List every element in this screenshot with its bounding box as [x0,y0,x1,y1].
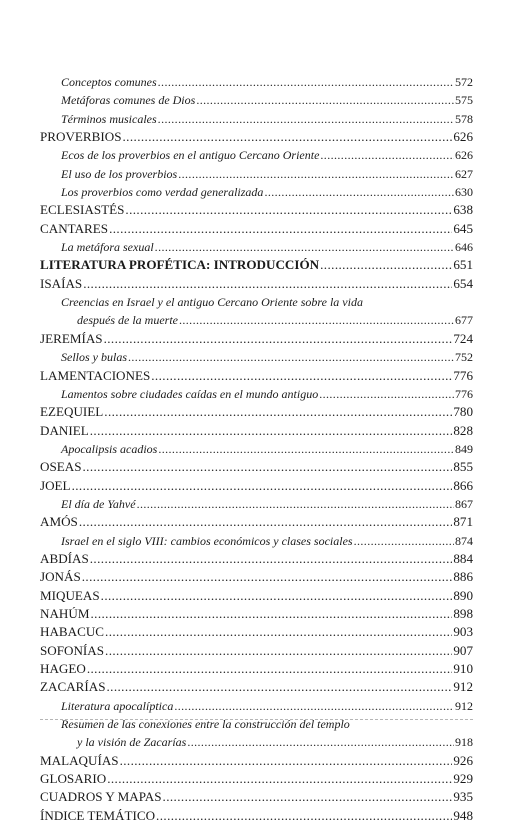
toc-entry-title: Términos musicales [61,111,157,126]
toc-entry [40,165,473,183]
toc-entry-title: MALAQUÍAS [40,752,119,768]
toc-entry-title: OSEAS [40,459,82,475]
toc-entry-title: NAHÚM [40,605,90,621]
toc-entry-page-number: 867 [455,496,473,511]
toc-entry-title: JONÁS [40,569,81,585]
dot-leader [104,330,453,348]
toc-entry-page-number: 626 [453,129,473,145]
toc-entry [40,678,473,696]
toc-entry-page-number: 935 [453,789,473,805]
toc-entry-page-number: 626 [455,148,473,163]
toc-entry-title: LITERATURA PROFÉTICA: INTRODUCCIÓN [40,257,320,273]
toc-entry-page-number: 849 [455,441,473,456]
dot-leader [79,513,453,531]
toc-entry-page-number: 654 [453,275,473,291]
toc-entry-title: SOFONÍAS [40,642,105,658]
toc-entry-title: ISAÍAS [40,275,83,291]
dot-leader [104,403,452,421]
toc-entry-title: después de la muerte [77,313,178,328]
toc-entry-title: Apocalipsis acadios [61,441,158,456]
toc-entry-page-number: 677 [455,313,473,328]
toc-entry-page-number: 898 [453,605,473,621]
toc-entry [40,458,473,476]
toc-entry [40,788,473,806]
dot-leader [158,440,454,458]
toc-entry-title: ZACARÍAS [40,679,106,695]
dot-leader [90,550,453,568]
toc-entry-title: Lamentos sobre ciudades caídas en el mundo antiguo [61,386,319,401]
toc-entry [40,568,473,586]
toc-entry [40,348,473,366]
dot-leader [178,165,454,183]
toc-entry-title: MIQUEAS [40,587,100,603]
toc-entry [40,220,473,238]
toc-entry-title: JEREMÍAS [40,330,103,346]
toc-entry-page-number: 828 [453,422,473,438]
dot-leader [151,367,452,385]
dot-leader [72,477,453,495]
toc-entry-title: EZEQUIEL [40,404,104,420]
toc-entry-page-number: 780 [453,404,473,420]
toc-entry [40,330,473,348]
dot-leader [90,422,453,440]
toc-entry [40,385,473,403]
toc-entry-title: CANTARES [40,220,109,236]
toc-entry [40,367,473,385]
toc-entry [40,477,473,495]
dot-leader [105,642,452,660]
dot-leader [125,201,452,219]
toc-entry-title: Metáforas comunes de Dios [61,93,196,108]
toc-entry-title: JOEL [40,477,71,493]
dot-leader [158,73,454,91]
dot-leader [82,458,452,476]
dot-leader [87,660,453,678]
toc-entry [40,733,473,751]
toc-entry-page-number: 884 [453,550,473,566]
toc-entry-page-number: 910 [453,661,473,676]
dot-leader [120,752,453,770]
toc-entry-title: Conceptos comunes [61,75,157,89]
dot-leader [137,495,454,513]
dot-leader [320,256,452,274]
toc-entry-title: ECLESIASTÉS [40,202,125,218]
page-bottom-rule [40,719,473,720]
toc-entry-title: PROVERBIOS [40,129,122,145]
toc-entry [40,697,473,715]
dot-leader [83,275,452,293]
toc-entry-page-number: 572 [455,75,473,89]
toc-entry-page-number: 912 [455,698,473,713]
toc-entry-title: Creencias en Israel y el antiguo Cercano Oriente sobre la vida [61,295,363,310]
toc-entry [40,183,473,201]
toc-entry-title: Resumen de las conexiones entre la construcción del templo [61,717,350,732]
toc-entry [40,422,473,440]
dot-leader [320,146,454,164]
toc-entry [40,128,473,146]
toc-entry-page-number: 638 [453,202,473,218]
dot-leader [179,311,454,329]
toc-entry-page-number: 627 [455,166,473,181]
toc-entry-page-number: 929 [453,771,473,787]
toc-entry-page-number: 886 [453,569,473,585]
toc-entry [40,495,473,513]
toc-entry-page-number: 866 [453,477,473,493]
toc-entry-page-number: 918 [455,735,473,750]
toc-entry [40,660,473,678]
toc-entry [40,293,473,311]
toc-entry-page-number: 578 [455,111,473,126]
toc-entry-page-number: 724 [453,330,473,346]
toc-entry [40,605,473,623]
dot-leader [187,733,454,751]
toc-entry-title: y la visión de Zacarías [77,735,187,750]
toc-entry [40,807,473,825]
dot-leader [196,91,454,109]
toc-entry [40,73,473,91]
toc-entry [40,256,473,274]
dot-leader [82,568,453,586]
dot-leader [174,697,454,715]
toc-entry [40,513,473,531]
toc-entry [40,642,473,660]
toc-entry [40,110,473,128]
toc-entry-page-number: 874 [455,533,473,548]
toc-entry-title: CUADROS Y MAPAS [40,789,162,805]
toc-entry [40,146,473,164]
toc-entry-page-number: 855 [453,459,473,475]
toc-entry [40,550,473,568]
toc-entry-page-number: 903 [453,624,473,640]
toc-entry [40,275,473,293]
toc-entry [40,623,473,641]
toc-entry-title: HABACUC [40,624,105,640]
dot-leader [354,532,454,550]
dot-leader [155,238,454,256]
toc-entry-title: ABDÍAS [40,550,89,566]
dot-leader [156,807,452,825]
dot-leader [106,678,452,696]
toc-entry-page-number: 926 [453,752,473,768]
toc-entry [40,201,473,219]
toc-entry-page-number: 645 [453,220,473,236]
toc-entry-page-number: 776 [455,386,473,401]
toc-entry [40,715,473,733]
toc-entry-title: Ecos de los proverbios en el antiguo Cercano Oriente [61,148,320,163]
toc-entry [40,440,473,458]
toc-entry-title: El día de Yahvé [61,496,136,511]
toc-entry-page-number: 912 [453,679,473,695]
toc-entry [40,238,473,256]
toc-entry-title: GLOSARIO [40,771,107,787]
toc-entry-title: HAGEO [40,661,86,676]
table-of-contents [40,73,473,825]
toc-entry-page-number: 651 [453,257,473,273]
toc-entry-page-number: 907 [453,642,473,658]
dot-leader [158,110,454,128]
toc-entry-title: La metáfora sexual [61,240,154,255]
dot-leader [319,385,454,403]
dot-leader [264,183,454,201]
toc-entry-title: Sellos y bulas [61,350,127,365]
dot-leader [163,788,453,806]
dot-leader [123,128,453,146]
toc-entry [40,532,473,550]
toc-entry-title: Los proverbios como verdad generalizada [61,185,264,200]
toc-entry-page-number: 890 [453,587,473,603]
toc-entry-title: AMÓS [40,514,78,530]
toc-entry-title: DANIEL [40,422,89,438]
toc-entry-page-number: 575 [455,93,473,108]
toc-entry-title: Israel en el siglo VIII: cambios económicos y clases sociales [61,533,353,548]
toc-entry [40,587,473,605]
toc-entry-page-number: 776 [453,367,473,383]
toc-entry-page-number: 871 [453,514,473,530]
dot-leader [109,220,452,238]
dot-leader [128,348,454,366]
toc-entry-page-number: 752 [455,350,473,365]
dot-leader [107,770,452,788]
toc-entry-title: Literatura apocalíptica [61,698,174,713]
toc-entry [40,91,473,109]
toc-entry [40,403,473,421]
dot-leader [90,605,452,623]
dot-leader [101,587,453,605]
toc-entry-title: El uso de los proverbios [61,166,178,181]
toc-entry [40,311,473,329]
toc-entry-title: ÍNDICE TEMÁTICO [40,807,156,823]
dot-leader [105,623,452,641]
toc-entry [40,752,473,770]
toc-entry-title: LAMENTACIONES [40,367,151,383]
toc-entry [40,770,473,788]
toc-entry-page-number: 948 [453,807,473,823]
toc-entry-page-number: 630 [455,185,473,200]
toc-entry-page-number: 646 [455,240,473,255]
